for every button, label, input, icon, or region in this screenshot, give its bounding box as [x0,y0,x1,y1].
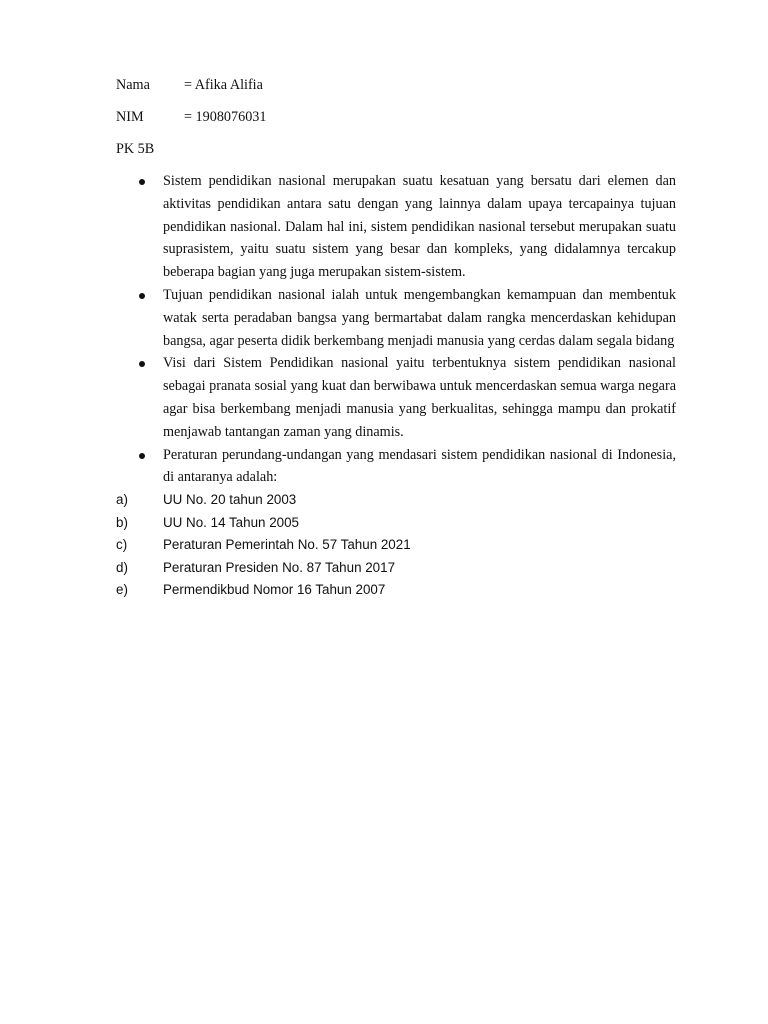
list-marker: a) [116,492,128,508]
bullet-text: Peraturan perundang-undangan yang mendasari sistem pendidikan nasional di Indonesia, di antaranya adalah: [163,446,676,486]
class-label: PK 5B [116,141,155,157]
ordered-list-item [116,512,676,535]
name-label: Nama [116,77,150,93]
ordered-list-item [116,489,676,512]
list-item-text: UU No. 20 tahun 2003 [163,492,297,508]
list-item-text: Peraturan Presiden No. 87 Tahun 2017 [163,559,396,575]
bullet-item [116,352,676,443]
list-item-text: UU No. 14 Tahun 2005 [163,514,299,530]
name-value: = Afika Alifia [184,77,263,93]
bullet-text: Visi dari Sistem Pendidikan nasional yaitu terbentuknya sistem pendidikan nasional sebagai pranata sosial yang kuat dan berwibawa untuk mencerdaskan semua warga negara agar bisa berkembang menjadi manusia yang berkualitas, sehingga mampu dan prokatif menjawab tantangan zaman yang dinamis. [163,355,676,440]
bullet-item [116,444,676,490]
nim-row [116,107,267,127]
nim-label: NIM [116,109,144,125]
bullet-icon [139,361,145,367]
ordered-list-item [116,534,676,557]
bullet-icon [139,293,145,299]
bullet-item [116,284,676,352]
list-marker: b) [116,514,128,530]
bullet-text: Tujuan pendidikan nasional ialah untuk mengembangkan kemampuan dan membentuk watak serta peradaban bangsa yang bermartabat dalam rangka mencerdaskan kehidupan bangsa, agar peserta didik berkembang menjadi manusia yang cerdas dalam segala bidang [163,286,676,349]
list-marker: e) [116,582,128,598]
bullet-item [116,170,676,284]
bullet-text: Sistem pendidikan nasional merupakan suatu kesatuan yang bersatu dari elemen dan aktivitas pendidikan antara satu dengan yang lainnya dalam upaya tercapainya tujuan pendidikan nasional. Dalam hal ini, sistem pendidikan nasional tersebut merupakan suatu suprasistem, yaitu suatu sistem yang besar dan kompleks, yang didalamnya tercakup beberapa bagian yang juga merupakan sistem-sistem. [163,173,676,281]
list-marker: d) [116,559,128,575]
list-item-text: Peraturan Pemerintah No. 57 Tahun 2021 [163,537,411,553]
bullet-icon [139,179,145,185]
nim-value: = 1908076031 [184,109,267,125]
list-marker: c) [116,537,128,553]
content-list [116,170,676,602]
ordered-list-item [116,557,676,580]
bullet-icon [139,453,145,459]
list-item-text: Permendikbud Nomor 16 Tahun 2007 [163,582,386,598]
name-row [116,75,263,95]
ordered-list-item [116,579,676,602]
